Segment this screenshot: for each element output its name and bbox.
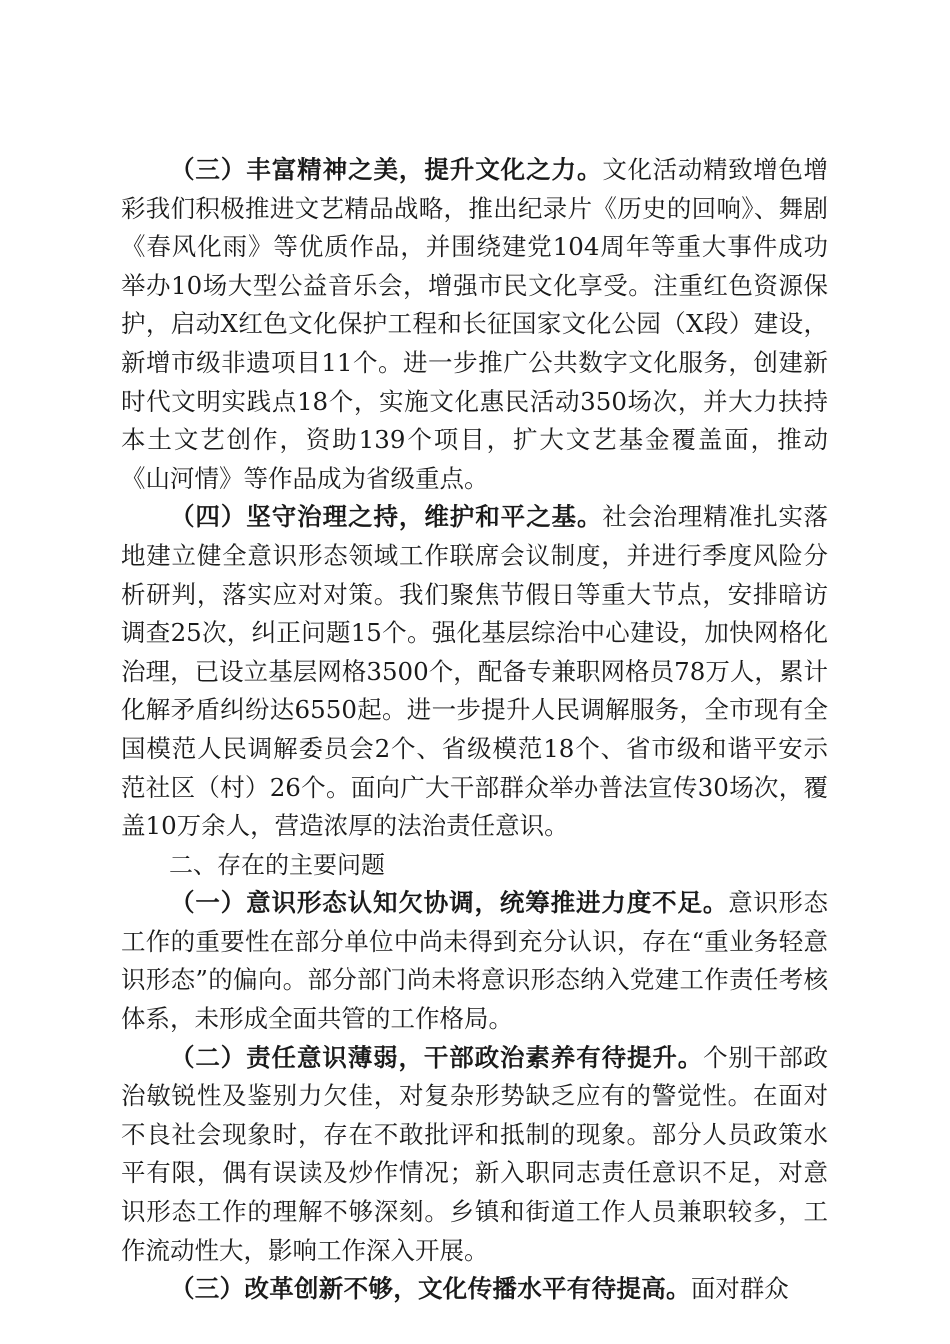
paragraph-governance [121, 498, 828, 845]
paragraph-problem-3 [121, 1270, 828, 1309]
paragraph-lead: （三）丰富精神之美，提升文化之力。 [170, 155, 603, 184]
paragraph-problem-2 [121, 1039, 828, 1271]
document-body [121, 151, 828, 1309]
paragraph-problem-1 [121, 884, 828, 1038]
paragraph-text: 个别干部政治敏锐性及鉴别力欠佳，对复杂形势缺乏应有的警觉性。在面对不良社会现象时，存在不敢批评和抵制的现象。部分人员政策水平有限，偶有误读及炒作情况；新入职同志责任意识不足，对意识形态工作的理解不够深刻。乡镇和街道工作人员兼职较多，工作流动性大，影响工作深入开展。 [121, 1042, 828, 1265]
paragraph-culture [121, 151, 828, 498]
paragraph-lead: （三）改革创新不够，文化传播水平有待提高。 [170, 1274, 691, 1304]
paragraph-lead: （四）坚守治理之持，维护和平之基。 [170, 502, 603, 532]
paragraph-text: 文化活动精致增色增彩我们积极推进文艺精品战略，推出纪录片《历史的回响》、舞剧《春风化雨》等优质作品，并围绕建党104周年等重大事件成功举办10场大型公益音乐会，增强市民文化享受。注重红色资源保护，启动X红色文化保护工程和长征国家文化公园（X段）建设，新增市级非遗项目11个。进一步推广公共数字文化服务，创建新时代文明实践点18个，实施文化惠民活动350场次，并大力扶持本土文艺创作，资助139个项目，扩大文艺基金覆盖面，推动《山河情》等作品成为省级重点。 [121, 155, 828, 493]
paragraph-text: 社会治理精准扎实落地建立健全意识形态领域工作联席会议制度，并进行季度风险分析研判，落实应对对策。我们聚焦节假日等重大节点，安排暗访调查25次，纠正问题15个。强化基层综治中心建设，加快网格化治理，已设立基层网格3500个，配备专兼职网格员78万人，累计化解矛盾纠纷达6550起。进一步提升人民调解服务，全市现有全国模范人民调解委员会2个、省级模范18个、省市级和谐平安示范社区（村）26个。面向广大干部群众举办普法宣传30场次，覆盖10万余人，营造浓厚的法治责任意识。 [121, 502, 828, 841]
paragraph-lead: （二）责任意识薄弱，干部政治素养有待提升。 [170, 1042, 704, 1072]
paragraph-text: 面对群众 [690, 1274, 789, 1304]
paragraph-lead: （一）意识形态认知欠协调，统筹推进力度不足。 [170, 888, 729, 918]
section-heading: 二、存在的主要问题 [169, 850, 385, 879]
paragraph-text: 意识形态工作的重要性在部分单位中尚未得到充分认识，存在“重业务轻意识形态”的偏向。部分部门尚未将意识形态纳入党建工作责任考核体系，未形成全面共管的工作格局。 [121, 888, 828, 1034]
